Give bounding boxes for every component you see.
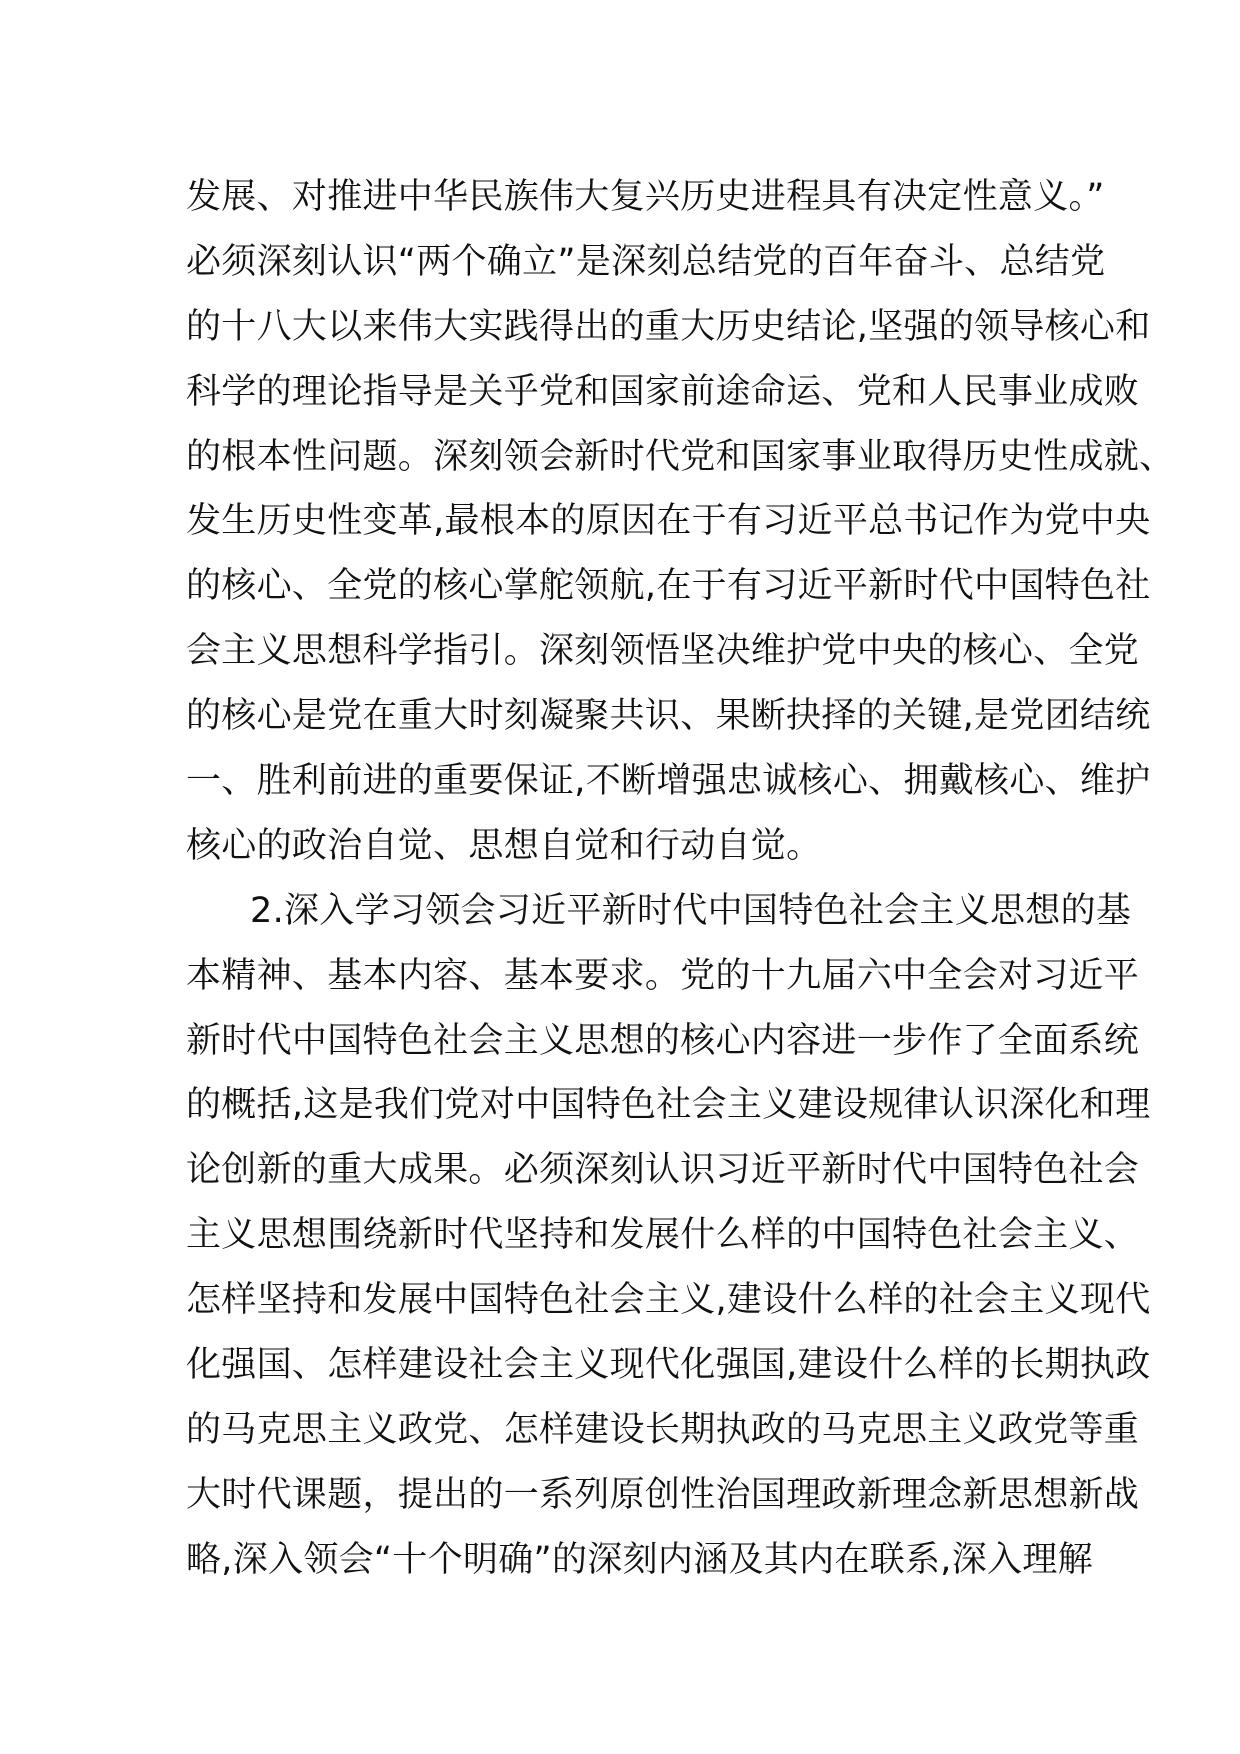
text-line: 略,深入领会“十个明确”的深刻内涵及其内在联系,深入理解 xyxy=(186,1539,1093,1580)
text-line: 科学的理论指导是关乎党和国家前途命运、党和人民事业成败 xyxy=(186,371,1140,412)
text-line: 会主义思想科学指引。深刻领悟坚决维护党中央的核心、全党 xyxy=(186,631,1140,672)
text-line: 主义思想围绕新时代坚持和发展什么样的中国特色社会主义、 xyxy=(186,1215,1140,1256)
text-line: 核心的政治自觉、思想自觉和行动自觉。 xyxy=(186,825,822,866)
body-text xyxy=(186,165,1175,1593)
text-line: 的马克思主义政党、怎样建设长期执政的马克思主义政党等重 xyxy=(186,1409,1140,1450)
text-line: 的根本性问题。深刻领会新时代党和国家事业取得历史性成就、 xyxy=(186,436,1175,477)
text-line: 化强国、怎样建设社会主义现代化强国,建设什么样的长期执政 xyxy=(186,1345,1151,1386)
paragraph-start-line: 2.深入学习领会习近平新时代中国特色社会主义思想的基 xyxy=(250,890,1132,931)
text-line: 新时代中国特色社会主义思想的核心内容进一步作了全面系统 xyxy=(186,1020,1140,1061)
text-line: 一、胜利前进的重要保证,不断增强忠诚核心、拥戴核心、维护 xyxy=(186,761,1151,802)
text-line: 本精神、基本内容、基本要求。党的十九届六中全会对习近平 xyxy=(186,955,1140,996)
text-line: 发展、对推进中华民族伟大复兴历史进程具有决定性意义。” xyxy=(186,177,1105,217)
text-line: 必须深刻认识“两个确立”是深刻总结党的百年奋斗、总结党 xyxy=(186,241,1106,282)
text-line: 的概括,这是我们党对中国特色社会主义建设规律认识深化和理 xyxy=(186,1085,1151,1126)
text-line: 发生历史性变革,最根本的原因在于有习近平总书记作为党中央 xyxy=(186,501,1151,542)
text-line: 论创新的重大成果。必须深刻认识习近平新时代中国特色社会 xyxy=(186,1150,1140,1191)
text-line: 怎样坚持和发展中国特色社会主义,建设什么样的社会主义现代 xyxy=(186,1280,1151,1321)
text-line: 的核心、全党的核心掌舵领航,在于有习近平新时代中国特色社 xyxy=(186,566,1151,607)
text-line: 的核心是党在重大时刻凝聚共识、果断抉择的关键,是党团结统 xyxy=(186,696,1151,737)
text-line: 大时代课题，提出的一系列原创性治国理政新理念新思想新战 xyxy=(186,1474,1140,1515)
text-line: 的十八大以来伟大实践得出的重大历史结论,坚强的领导核心和 xyxy=(186,306,1151,347)
